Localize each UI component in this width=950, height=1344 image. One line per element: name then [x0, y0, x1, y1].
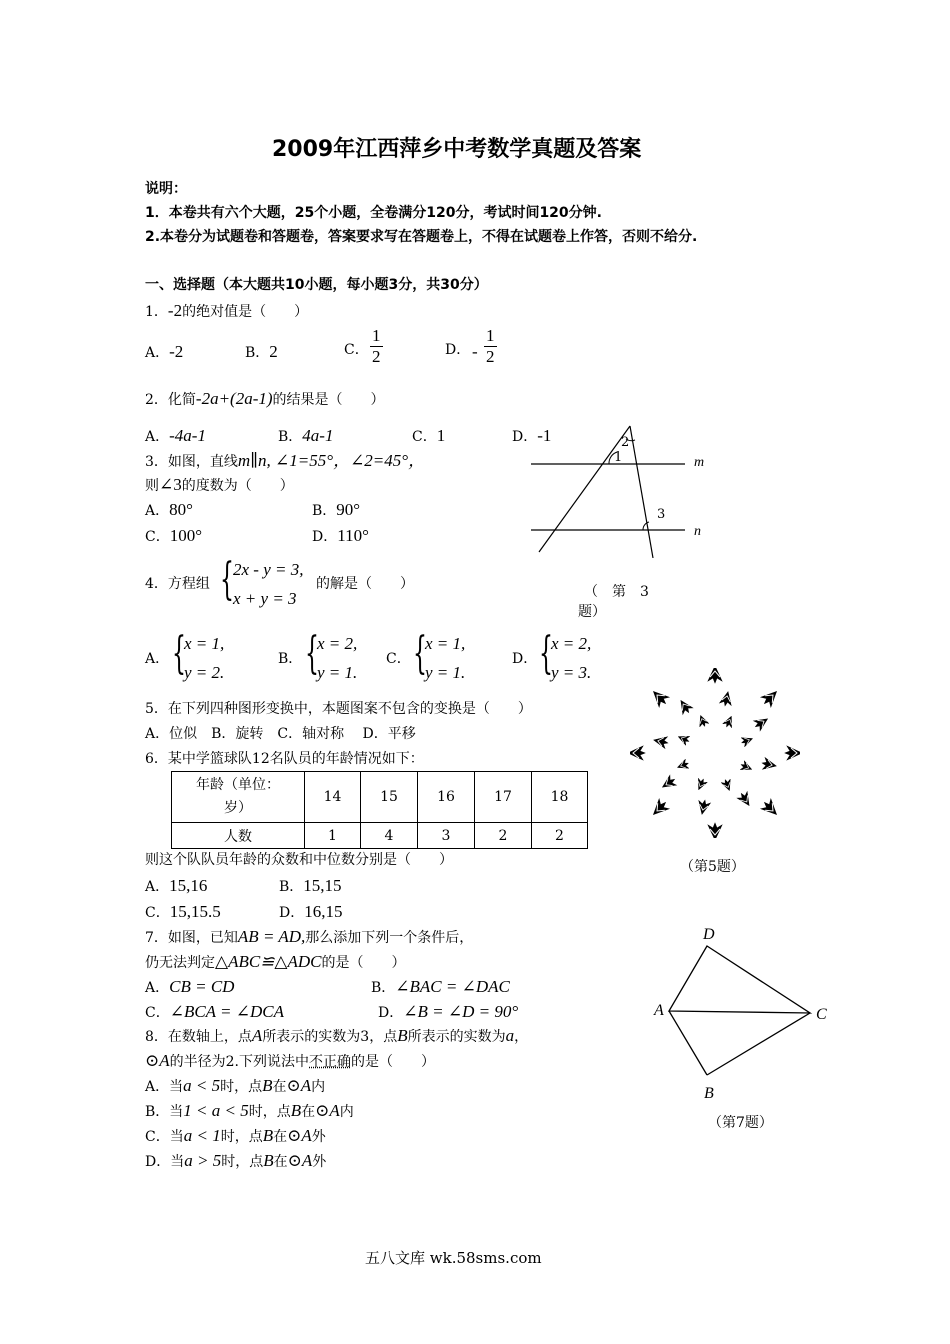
q4-option-d-line2: y = 3. [551, 663, 592, 682]
header-line-1: 年龄（单位： [196, 777, 280, 793]
q6-option-c [145, 903, 221, 922]
pattern-bird [676, 697, 694, 716]
q3-stem2-prefix: 则 [145, 478, 159, 494]
option-in: 在 [273, 1154, 288, 1170]
option-value: ∠BCA = ∠DCA [169, 1002, 284, 1021]
q6-stem-2: 则这个队队员年龄的众数和中位数分别是（ ） [145, 852, 453, 868]
option-label: D． [312, 529, 338, 545]
q3-stem-2 [145, 476, 294, 495]
option-label: A． [145, 503, 170, 519]
option-math: a > 5 [184, 1151, 222, 1170]
option-label: C． [145, 529, 170, 545]
option-value: 15,16 [169, 876, 208, 895]
option-end: 内 [311, 1079, 326, 1095]
table-cell: 16 [418, 772, 475, 823]
q3-angle: ∠3 [159, 475, 182, 494]
option-label: A． [145, 980, 170, 996]
option-value: 90° [336, 500, 361, 519]
q1-stem [145, 302, 308, 321]
option-in: 在 [273, 1129, 288, 1145]
q2-option-a [145, 427, 206, 446]
q7-option-d [378, 1003, 518, 1022]
option-value: 80° [169, 500, 193, 519]
q3-stem2-text: 的度数为（ ） [181, 478, 294, 494]
option-label: C． [145, 905, 170, 921]
q4-option-d-label: D． [512, 651, 538, 667]
pattern-bird [740, 734, 755, 747]
pattern-bird [696, 714, 709, 729]
option-prefix: B．当 [145, 1104, 184, 1120]
q7-fig-caption: （第7题） [708, 1115, 773, 1131]
q6-option-d [279, 903, 342, 922]
pattern-bird [785, 746, 800, 760]
triangle-adc [669, 946, 810, 1013]
option-value: CB = CD [169, 977, 235, 996]
option-label: B． [279, 879, 304, 895]
q7-option-c [145, 1003, 284, 1022]
option-value: 100° [169, 526, 203, 545]
q1-stem-text: 的绝对值是（ ） [182, 304, 309, 320]
pattern-bird [649, 687, 671, 709]
q1-option-d-label: D． [445, 342, 471, 358]
q8-option-d [145, 1152, 326, 1171]
option-math: a < 1 [183, 1126, 221, 1145]
option-value: 15,15.5 [169, 902, 221, 921]
table-cell: 2 [532, 823, 588, 849]
pattern-bird [739, 760, 754, 774]
q3-label-m: m [694, 455, 705, 470]
pattern-bird [736, 790, 754, 809]
q4-option-c-line2: y = 1. [425, 663, 466, 682]
q4-option-a-brace: { [172, 628, 186, 679]
q7-label-b: B [704, 1085, 714, 1102]
segment-ab [669, 1011, 707, 1075]
option-value: 15,15 [303, 876, 342, 895]
q6-age-table [171, 771, 588, 849]
q8-option-c [145, 1127, 326, 1146]
option-label: A． [145, 879, 170, 895]
q3-stem [145, 452, 425, 471]
table-cell: 17 [475, 772, 532, 823]
q3-label-3: 3 [657, 507, 666, 522]
option-value: -1 [537, 426, 552, 445]
pattern-bird [761, 757, 778, 772]
q7-stem2-prefix: 仍无法判定 [145, 955, 215, 971]
option-value: ∠B = ∠D = 90° [403, 1002, 519, 1021]
option-label: B． [245, 345, 270, 361]
circle-a: ⊙A [287, 1151, 313, 1170]
header-line-2: 岁） [224, 800, 252, 816]
table-row [172, 823, 588, 849]
q8-line2-end: 的是（ ） [351, 1054, 435, 1070]
q4-option-a-label: A． [145, 651, 170, 667]
segment-bc [707, 1013, 810, 1075]
q4-equation-2: x + y = 3 [233, 589, 297, 608]
pattern-bird [694, 777, 708, 792]
pattern-bird [721, 778, 734, 793]
option-in: 在 [301, 1104, 316, 1120]
q2-option-c [412, 427, 445, 446]
q2-number: 2．化简 [145, 392, 196, 408]
q4-option-c-label: C． [386, 651, 411, 667]
table-header-cell [172, 772, 305, 823]
q4-option-b-label: B． [278, 651, 303, 667]
option-in: 在 [272, 1079, 287, 1095]
q8-text-1: 8．在数轴上，点 [145, 1029, 252, 1045]
q3-option-b [312, 501, 360, 520]
page-title: 2009年江西萍乡中考数学真题及答案 [272, 137, 642, 162]
pattern-bird [760, 687, 782, 709]
circle-a: ⊙A [145, 1051, 170, 1070]
transversal-1 [539, 426, 630, 552]
pattern-bird [708, 668, 722, 683]
option-prefix: C．当 [145, 1129, 184, 1145]
q8-option-b [145, 1102, 354, 1121]
table-cell: 15 [361, 772, 418, 823]
fraction-denominator: 2 [486, 347, 495, 366]
q7-stem-2 [145, 953, 406, 972]
q8-text-3: 所表示的实数为 [407, 1029, 506, 1045]
pattern-bird [719, 690, 734, 707]
option-end: 外 [311, 1129, 326, 1145]
q8-stem-2 [145, 1052, 435, 1071]
q4-option-a-line1: x = 1, [184, 634, 225, 653]
pattern-bird [708, 823, 722, 838]
option-value: 2 [269, 342, 278, 361]
q6-stem: 6．某中学篮球队12名队员的年龄情况如下： [145, 751, 424, 767]
option-label: B． [312, 503, 337, 519]
q8-line2-text: 的半径为2.下列说法中 [169, 1054, 309, 1070]
point-b: B [397, 1026, 408, 1045]
q3-fig-caption-1: （ 第 3 [584, 584, 649, 600]
pattern-bird [752, 714, 771, 732]
option-value: ∠BAC = ∠DAC [395, 977, 510, 996]
pattern-bird [696, 799, 711, 816]
pattern-bird [760, 798, 782, 820]
q3-option-c [145, 527, 202, 546]
table-cell: 1 [305, 823, 361, 849]
q7-option-b [371, 978, 510, 997]
q4-option-c-line1: x = 1, [425, 634, 466, 653]
q4-option-b-brace: { [305, 628, 319, 679]
page-footer: 五八文库 wk.58sms.com [365, 1249, 542, 1267]
variable-a: a [505, 1026, 515, 1045]
q7-congruence: △ABC≌△ADC [215, 952, 322, 971]
q7-number: 7．如图，已知 [145, 930, 238, 946]
option-label: B． [278, 429, 303, 445]
q6-option-b [279, 877, 342, 896]
section-heading: 一、选择题（本大题共10小题，每小题3分，共30分） [145, 277, 488, 293]
q8-option-a [145, 1077, 325, 1096]
pattern-bird [652, 734, 669, 749]
q3-option-d [312, 527, 369, 546]
q5-fig-caption: （第5题） [680, 859, 745, 875]
q1-option-d-fraction [484, 326, 497, 367]
option-label: A． [145, 429, 170, 445]
option-label: C． [145, 1005, 170, 1021]
fraction-denominator: 2 [372, 347, 381, 366]
table-cell: 14 [305, 772, 361, 823]
emphasis-not-correct: 不正确 [309, 1054, 351, 1070]
q5-options: A．位似 B．旋转 C．轴对称 D．平移 [145, 726, 416, 742]
table-cell: 2 [475, 823, 532, 849]
table-cell: 4 [361, 823, 418, 849]
circle-a: ⊙A [287, 1126, 312, 1145]
q1-option-c-label: C． [344, 342, 369, 358]
q4-equation-1: 2x - y = 3, [233, 560, 304, 579]
q2-option-b [278, 427, 333, 446]
q7-stem-text: 那么添加下列一个条件后， [305, 930, 474, 946]
option-mid: 时，点 [248, 1104, 291, 1120]
option-mid: 时，点 [220, 1129, 263, 1145]
q2-stem-text: 的结果是（ ） [272, 392, 385, 408]
q8-text-2: 所表示的实数为3，点 [262, 1029, 398, 1045]
option-value: -4a-1 [169, 426, 206, 445]
q3-fig-caption-2: 题） [578, 604, 606, 620]
option-end: 内 [339, 1104, 354, 1120]
option-label: C． [412, 429, 437, 445]
q3-label-2: 2 [621, 435, 630, 450]
option-value: 1 [436, 426, 446, 445]
table-header-cell: 人数 [172, 823, 305, 849]
q7-option-a [145, 978, 234, 997]
table-cell: 18 [532, 772, 588, 823]
q8-stem [145, 1027, 528, 1046]
option-label: D． [279, 905, 305, 921]
q4-option-d-brace: { [539, 628, 553, 679]
q1-option-b [245, 343, 278, 362]
q4-stem-suffix: 的解是（ ） [316, 576, 414, 592]
option-prefix: D．当 [145, 1154, 185, 1170]
q7-label-a: A [654, 1002, 664, 1019]
q1-number: 1． [145, 304, 168, 320]
option-mid: 时，点 [221, 1154, 264, 1170]
circle-a: ⊙A [286, 1076, 312, 1095]
pattern-bird [630, 746, 645, 760]
fraction-numerator: 1 [486, 326, 495, 345]
q7-label-c: C [816, 1006, 827, 1023]
q3-label-n: n [694, 524, 701, 539]
option-value: 4a-1 [302, 426, 334, 445]
notes-heading: 说明： [145, 181, 187, 197]
q4-option-d-line1: x = 2, [551, 634, 592, 653]
point-b: B [263, 1151, 274, 1170]
q5-pattern-figure [630, 668, 800, 838]
q2-math: -2a+(2a-1) [195, 389, 273, 408]
notes-line-1: 1．本卷共有六个大题，25个小题，全卷满分120分，考试时间120分钟. [145, 205, 602, 221]
q4-option-c-brace: { [413, 628, 427, 679]
point-b: B [262, 1126, 274, 1145]
q4-option-a-line2: y = 2. [184, 663, 225, 682]
option-label: B． [371, 980, 396, 996]
q1-option-d-sign: - [472, 342, 478, 361]
circle-a: ⊙A [315, 1101, 340, 1120]
pattern-bird [649, 798, 671, 820]
option-end: 外 [312, 1154, 327, 1170]
q4-system-brace: { [220, 554, 234, 605]
option-value: -2 [169, 342, 184, 361]
q7-label-d: D [703, 926, 715, 943]
q3-option-a [145, 501, 193, 520]
pattern-bird [722, 714, 736, 729]
option-value: 110° [337, 526, 369, 545]
q3-math: m∥n, ∠1=55°，∠2=45°， [237, 451, 426, 470]
q7-stem [145, 928, 473, 947]
table-cell: 3 [418, 823, 475, 849]
option-math: 1 < a < 5 [183, 1101, 249, 1120]
q3-number: 3．如图，直线 [145, 454, 238, 470]
q2-stem [145, 390, 385, 409]
q3-label-1: 1 [614, 450, 623, 465]
q1-math: -2 [167, 301, 183, 320]
option-label: D． [512, 429, 538, 445]
transversal-2 [630, 426, 653, 558]
q8-text-4: ， [514, 1029, 529, 1045]
q1-option-a [145, 343, 183, 362]
pattern-bird [659, 774, 678, 792]
pattern-bird [676, 759, 691, 772]
q7-stem2-text: 的是（ ） [321, 955, 406, 971]
q7-math: AB = AD, [237, 927, 306, 946]
q5-stem: 5．在下列四种图形变换中，本题图案不包含的变换是（ ） [145, 701, 532, 717]
fraction-numerator: 1 [372, 326, 381, 345]
q7-kite-figure [660, 935, 830, 1085]
option-label: D． [378, 1005, 404, 1021]
point-b: B [290, 1101, 302, 1120]
table-row [172, 772, 588, 823]
option-math: a < 5 [183, 1076, 221, 1095]
notes-line-2: 2.本卷分为试题卷和答题卷，答案要求写在答题卷上，不得在试题卷上作答，否则不给分. [145, 229, 698, 245]
q4-stem-prefix: 4．方程组 [145, 576, 210, 592]
option-value: 16,15 [304, 902, 343, 921]
point-a: A [251, 1026, 263, 1045]
option-label: A． [145, 345, 170, 361]
q4-option-b-line1: x = 2, [317, 634, 358, 653]
option-prefix: A．当 [145, 1079, 184, 1095]
q6-option-a [145, 877, 207, 896]
q1-option-c-fraction [370, 326, 383, 367]
q4-option-b-line2: y = 1. [317, 663, 358, 682]
option-mid: 时，点 [220, 1079, 263, 1095]
pattern-bird [676, 732, 691, 746]
point-b: B [262, 1076, 273, 1095]
